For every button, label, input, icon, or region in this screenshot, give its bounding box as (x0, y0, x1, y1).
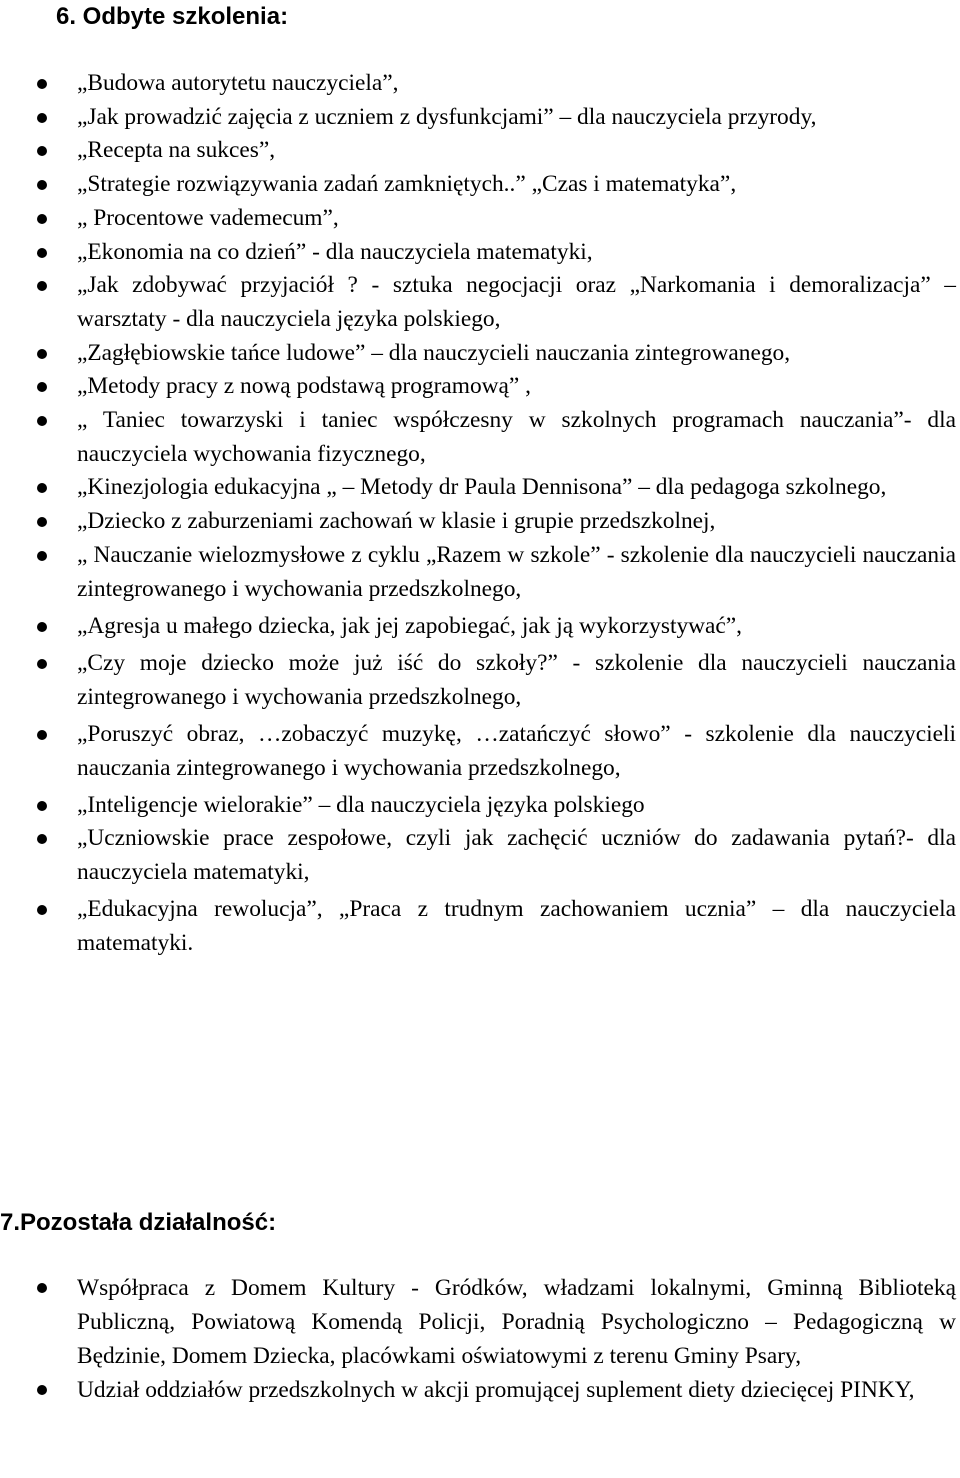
list-item: „ Nauczanie wielozmysłowe z cyklu „Razem w szkole” - szkolenie dla nauczycieli nauczania zintegrowanego i wychowania przedszkolnego, (0, 539, 960, 606)
bullet-icon (37, 79, 47, 89)
list-item: „Jak zdobywać przyjaciół ? - sztuka negocjacji oraz „Narkomania i demoralizacja” – warsztaty - dla nauczyciela języka polskiego, (0, 269, 960, 336)
bullet-icon (37, 214, 47, 224)
bullet-icon (37, 517, 47, 527)
bullet-icon (37, 281, 47, 291)
list-item: „Recepta na sukces”, (0, 134, 960, 168)
bullet-icon (37, 834, 47, 844)
bullet-icon (37, 113, 47, 123)
list-item: „Budowa autorytetu nauczyciela”, (0, 67, 960, 101)
bullet-icon (37, 382, 47, 392)
list-item: „ Taniec towarzyski i taniec współczesny w szkolnych programach nauczania”- dla nauczyciela wychowania fizycznego, (0, 404, 960, 471)
list-item: „Edukacyjna rewolucja”, „Praca z trudnym zachowaniem ucznia” – dla nauczyciela matematyki. (0, 893, 960, 960)
list-item: „Dziecko z zaburzeniami zachowań w klasie i grupie przedszkolnej, (0, 505, 960, 539)
section-heading-other-activities: 7.Pozostała działalność: (0, 1209, 277, 1236)
list-item: „ Procentowe vademecum”, (0, 202, 960, 236)
bullet-icon (37, 1283, 47, 1293)
bullet-icon (37, 1385, 47, 1395)
list-item: „Czy moje dziecko może już iść do szkoły?” - szkolenie dla nauczycieli nauczania zintegrowanego i wychowania przedszkolnego, (0, 647, 960, 714)
list-item: „Inteligencje wielorakie” – dla nauczyciela języka polskiego (0, 789, 960, 823)
bullet-icon (37, 349, 47, 359)
list-item: „Ekonomia na co dzień” - dla nauczyciela matematyki, (0, 236, 960, 270)
bullet-icon (37, 622, 47, 632)
bullet-icon (37, 730, 47, 740)
bullet-icon (37, 180, 47, 190)
bullet-icon (37, 483, 47, 493)
other-activities-list (0, 1271, 960, 1407)
list-item: Udział oddziałów przedszkolnych w akcji promującej suplement diety dziecięcej PINKY, (0, 1373, 960, 1407)
bullet-icon (37, 416, 47, 426)
list-item: „Zagłębiowskie tańce ludowe” – dla nauczycieli nauczania zintegrowanego, (0, 337, 960, 371)
bullet-icon (37, 801, 47, 811)
list-item: „Uczniowskie prace zespołowe, czyli jak zachęcić uczniów do zadawania pytań?- dla nauczyciela matematyki, (0, 822, 960, 889)
list-item: „Strategie rozwiązywania zadań zamkniętych..” „Czas i matematyka”, (0, 168, 960, 202)
list-item: Współpraca z Domem Kultury - Gródków, władzami lokalnymi, Gminną Biblioteką Publiczną, Powiatową Komendą Policji, Poradnią Psychologiczno – Pedagogiczną w Będzinie, Domem Dziecka, placówkami oświatowymi z terenu Gminy Psary, (0, 1271, 960, 1373)
list-item: „Metody pracy z nową podstawą programową” , (0, 370, 960, 404)
bullet-icon (37, 248, 47, 258)
bullet-icon (37, 551, 47, 561)
list-item: „Agresja u małego dziecka, jak jej zapobiegać, jak ją wykorzystywać”, (0, 610, 960, 644)
list-item: „Kinezjologia edukacyjna „ – Metody dr Paula Dennisona” – dla pedagoga szkolnego, (0, 471, 960, 505)
trainings-list (0, 67, 960, 961)
list-item: „Jak prowadzić zajęcia z uczniem z dysfunkcjami” – dla nauczyciela przyrody, (0, 101, 960, 135)
list-item: „Poruszyć obraz, …zobaczyć muzykę, …zatańczyć słowo” - szkolenie dla nauczycieli nauczania zintegrowanego i wychowania przedszkolnego, (0, 718, 960, 785)
section-heading-trainings: 6. Odbyte szkolenia: (56, 3, 289, 30)
bullet-icon (37, 905, 47, 915)
bullet-icon (37, 146, 47, 156)
bullet-icon (37, 659, 47, 669)
